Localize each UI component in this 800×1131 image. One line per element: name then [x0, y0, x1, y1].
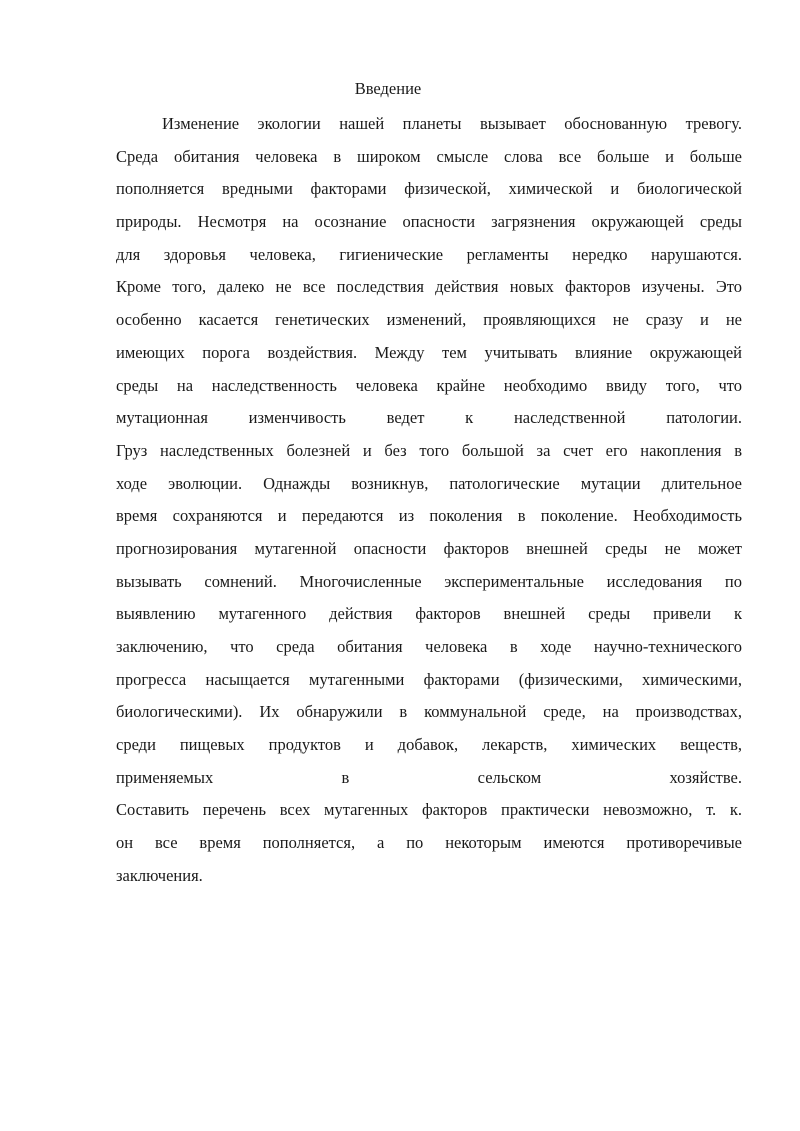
document-body — [116, 108, 742, 893]
text-line: особенно касается генетических изменений, проявляющихся не сразу и не — [116, 310, 742, 330]
text-line: среди пищевых продуктов и добавок, лекарств, химических веществ, — [116, 735, 742, 755]
text-line: имеющих порога воздействия. Между тем учитывать влияние окружающей — [116, 342, 742, 362]
text-line: Груз наследственных болезней и без того большой за счет его накопления в — [116, 440, 742, 460]
text-line: Изменение экологии нашей планеты вызывает обоснованную тревогу. — [162, 114, 742, 133]
text-line: прогресса насыщается мутагенными факторами (физическими, химическими, — [116, 669, 742, 689]
text-line: для здоровья человека, гигиенические регламенты нередко нарушаются. — [116, 244, 742, 264]
text-line: время сохраняются и передаются из поколения в поколение. Необходимость — [116, 506, 742, 526]
text-line: природы. Несмотря на осознание опасности загрязнения окружающей среды — [116, 212, 742, 232]
text-line: выявлению мутагенного действия факторов внешней среды привели к — [116, 604, 742, 624]
text-line: он все время пополняется, а по некоторым имеются противоречивые — [116, 833, 742, 853]
text-line: пополняется вредными факторами физической, химической и биологической — [116, 179, 742, 199]
text-line: биологическими). Их обнаружили в коммунальной среде, на производствах, — [116, 702, 742, 722]
text-line: Кроме того, далеко не все последствия действия новых факторов изучены. Это — [116, 277, 742, 297]
text-line: Составить перечень всех мутагенных факторов практически невозможно, т. к. — [116, 800, 742, 820]
text-line: заключения. — [116, 865, 203, 885]
text-line: прогнозирования мутагенной опасности факторов внешней среды не может — [116, 538, 742, 558]
text-line: вызывать сомнений. Многочисленные экспериментальные исследования по — [116, 571, 742, 591]
text-line: Среда обитания человека в широком смысле слова все больше и больше — [116, 146, 742, 166]
text-line: ходе эволюции. Однажды возникнув, патологические мутации длительное — [116, 473, 742, 493]
text-line: применяемых в сельском хозяйстве. — [116, 767, 742, 787]
text-line: заключению, что среда обитания человека в ходе научно-технического — [116, 637, 742, 656]
text-line: мутационная изменчивость ведет к наследственной патологии. — [116, 408, 742, 428]
document-title: Введение — [354, 79, 422, 98]
text-line: среды на наследственность человека крайне необходимо ввиду того, что — [116, 375, 742, 395]
